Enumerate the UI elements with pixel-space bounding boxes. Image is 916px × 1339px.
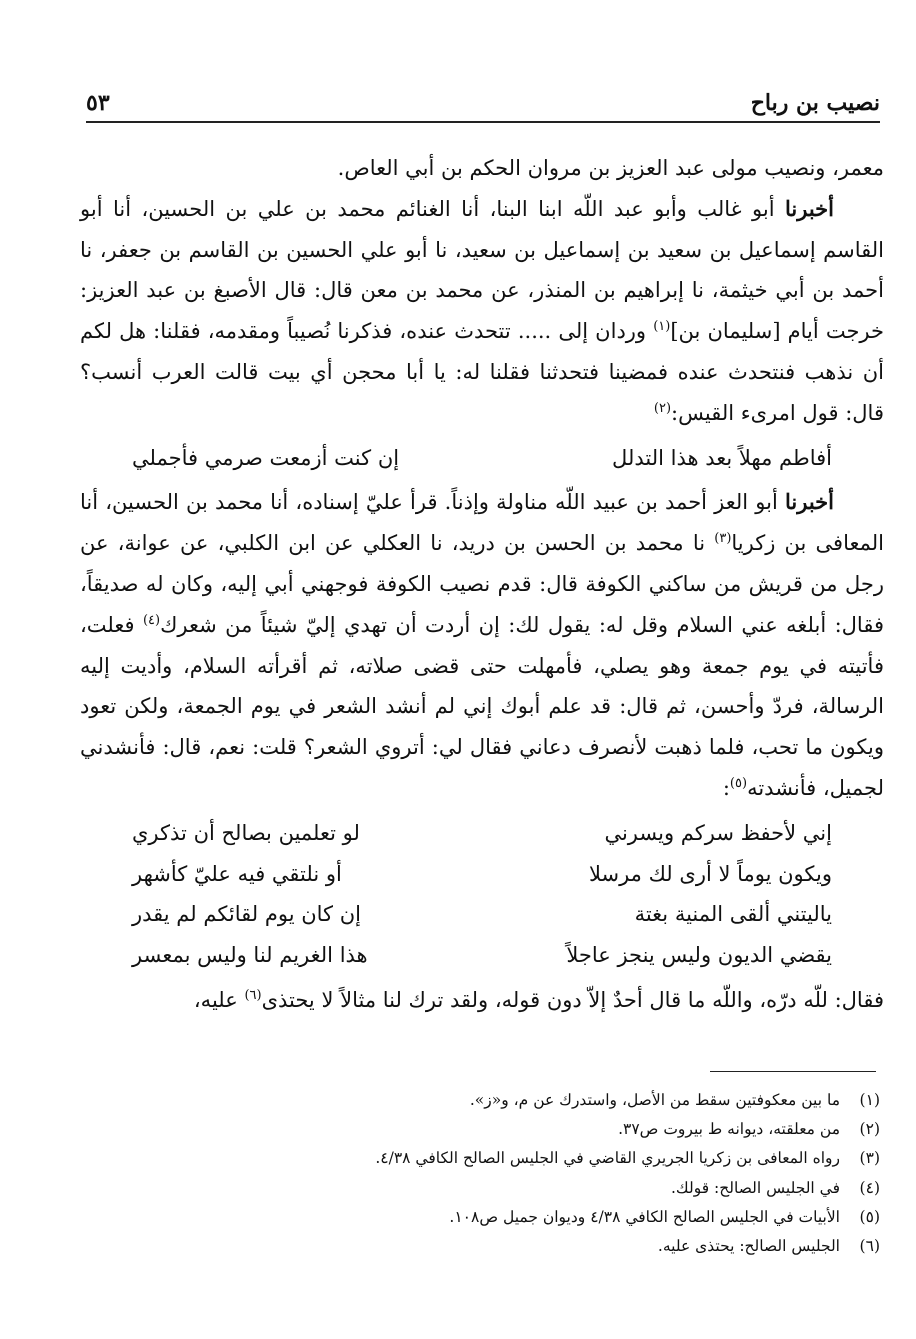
- verse-hemistich-first: ويكون يوماً لا أرى لك مرسلا: [588, 861, 832, 886]
- running-title: نصيب بن رباح: [750, 90, 880, 116]
- paragraph-3: [80, 482, 884, 808]
- verse-line: [80, 813, 884, 854]
- footnote-text: الجليس الصالح: يحتذى عليه.: [657, 1237, 840, 1256]
- paragraph-3-text-b: نا محمد بن الحسن بن دريد، نا العكلي عن ابن الكلبي، عن عوانة، عن رجل من قريش من ساكني الكوفة قال: قدم نصيب الكوفة فوجهني أبي إليه، وكان له صديقاً، فقال: أبلغه عني السلام وقل له: يقول لك: إن أردت أن تهدي إليّ شيئاً من شعرك: [80, 531, 884, 637]
- footnote-number: (٢): [859, 1120, 880, 1139]
- paragraph-4-text-b: عليه،: [193, 987, 245, 1012]
- verse-hemistich-first: إني لأحفظ سركم ويسرني: [604, 820, 832, 845]
- footnote-text: ما بين معكوفتين سقط من الأصل، واستدرك عن م، و«ز».: [469, 1091, 840, 1109]
- footnote-text: رواه المعافى بن زكريا الجريري القاضي في الجليس الصالح الكافي ٤/٣٨.: [375, 1149, 840, 1168]
- verse-hemistich-first: أفاطم مهلاً بعد هذا التدلل: [612, 445, 832, 470]
- verse-line: [80, 935, 884, 976]
- footnote-item: [300, 1115, 880, 1144]
- verse-block-2: [80, 813, 884, 976]
- footnote-number: (٥): [859, 1207, 880, 1226]
- paragraph-3-text-c: فعلت، فأتيته في يوم جمعة وهو يصلي، فأمهلت حتى قضى صلاته، ثم أقرأته السلام، وأديت إليه الرسالة، فردّ وأحسن، ثم قال: قد علم أبوك إني لم أنشد الشعر في يوم الجمعة، ولكن تعود ويكون ما تحب، فلما ذهبت لأنصرف دعاني فقال لي: أتروي الشعر؟ قلت: نعم، قال: فأنشدني لجميل، فأنشدته: [80, 612, 884, 800]
- footnote-item: [300, 1232, 880, 1261]
- verse-hemistich-second: لو تعلمين بصالح أن تذكري: [132, 820, 360, 845]
- footnote-ref-4[interactable]: (٤): [142, 612, 161, 628]
- footnote-ref-1[interactable]: (١): [653, 319, 671, 335]
- paragraph-4-text-a: فقال: للّه درّه، واللّه ما قال أحدٌ إلاّ دون قوله، ولقد ترك لنا مثالاً لا يحتذى: [261, 987, 884, 1012]
- footnote-ref-6[interactable]: (٦): [244, 987, 262, 1003]
- footnote-number: (٦): [859, 1237, 880, 1256]
- footnote-number: (٣): [859, 1149, 880, 1168]
- footnote-ref-3[interactable]: (٣): [714, 531, 732, 547]
- verse-line: [80, 438, 884, 479]
- footnote-text: الأبيات في الجليس الصالح الكافي ٤/٣٨ وديوان جميل ص١٠٨.: [449, 1207, 840, 1226]
- verse-line: [80, 854, 884, 895]
- footnotes: [300, 1086, 880, 1261]
- paragraph-3-text-d: :: [722, 775, 730, 800]
- footnote-ref-2[interactable]: (٢): [653, 400, 672, 416]
- paragraph-1: معمر، ونصيب مولى عبد العزيز بن مروان الحكم بن أبي العاص.: [337, 156, 884, 180]
- verse-hemistich-first: يقضي الديون وليس ينجز عاجلاً: [566, 943, 832, 968]
- footnote-ref-5[interactable]: (٥): [729, 775, 748, 791]
- paragraph-2-text-b: وردان إلى ..... تتحدث عنده، فذكرنا نُصيباً ومقدمه، فقلنا: هل لكم أن نذهب فنتحدث عنده فمضينا فتحدثنا فقلنا له: يا أبا محجن أي بيت قالت العرب أنسب؟ قال: قول امرىء القيس:: [80, 319, 884, 425]
- footnote-item: [300, 1174, 880, 1203]
- footnote-text: في الجليس الصالح: قولك.: [671, 1178, 840, 1197]
- verse-hemistich-second: أو نلتقي فيه عليّ كأشهر: [132, 861, 342, 886]
- footnote-item: [300, 1203, 880, 1232]
- paragraph-2-text-a: أبو غالب وأبو عبد اللّه ابنا البنا، أنا الغنائم محمد بن علي بن الحسين، أنا أبو القاسم إسماعيل بن سعيد بن إسماعيل بن سعيد، نا أبو علي الحسين بن القاسم بن جعفر، نا أحمد بن أبي خيثمة، نا إبراهيم بن المنذر، عن محمد بن معن قال: قال الأصبغ بن عبد العزيز: خرجت أيام [سليمان بن]: [80, 196, 885, 344]
- verse-hemistich-second: هذا الغريم لنا وليس بمعسر: [132, 943, 368, 968]
- verse-hemistich-second: إن كان يوم لقائكم لم يقدر: [132, 902, 361, 927]
- paragraph-4: [80, 980, 884, 1021]
- isnad-lead: أخبرنا: [785, 195, 834, 221]
- footnote-item: [300, 1086, 880, 1115]
- footnote-divider: [710, 1071, 876, 1072]
- header-divider: [86, 121, 880, 123]
- paragraph-2: [80, 189, 884, 434]
- footnote-number: (١): [859, 1091, 880, 1109]
- verse-block-1: [80, 438, 884, 479]
- running-header: [86, 82, 880, 116]
- footnote-text: من معلقته، ديوانه ط بيروت ص٣٧.: [618, 1120, 840, 1139]
- verse-hemistich-first: ياليتني ألقى المنية بغتة: [634, 902, 832, 927]
- footnote-number: (٤): [859, 1178, 880, 1197]
- paragraph-3-text-a: أبو العز أحمد بن عبيد اللّه مناولة وإذناً. قرأ عليّ إسناده، أنا محمد بن الحسين، أنا المعافى بن زكريا: [80, 490, 884, 556]
- footnote-item: [300, 1144, 880, 1173]
- verse-line: [80, 894, 884, 935]
- verse-hemistich-second: إن كنت أزمعت صرمي فأجملي: [132, 445, 400, 470]
- main-text: [80, 148, 884, 1021]
- isnad-lead: أخبرنا: [785, 489, 834, 515]
- page-number: ٥٣: [86, 90, 110, 116]
